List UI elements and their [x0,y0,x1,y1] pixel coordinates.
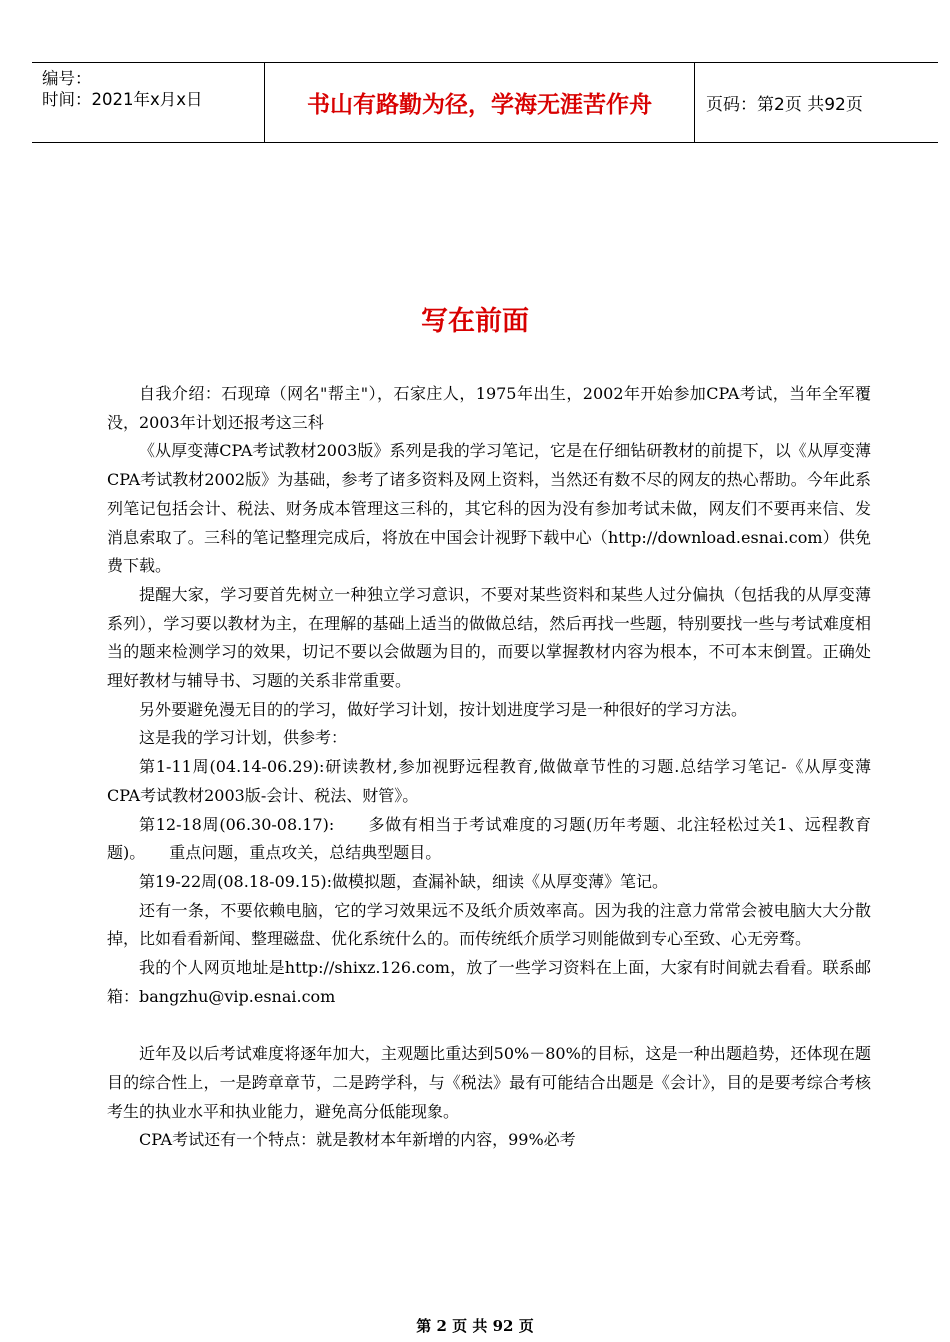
paragraph-plan-advice: 另外要避免漫无目的的学习，做好学习计划，按计划进度学习是一种很好的学习方法。 [139,699,748,719]
motto: 书山有路勤为径，学海无涯苦作舟 [307,92,652,118]
document-body [107,380,871,1155]
paragraph-plan-intro: 这是我的学习计划，供参考： [139,728,348,748]
paragraph-exam-trend: 近年及以后考试难度将逐年加大，主观题比重达到50%－80%的目标，这是一种出题趋势，还体现在题目的综合性上，一是跨章章节，二是跨学科，与《税法》最有可能结合出题是《会计》，目的是要考综合考核考生的执业水平和执业能力，避免高分低能现象。 [107,1044,871,1121]
number-label: 编号： [42,69,92,88]
paragraph-series: 《从厚变薄CPA考试教材2003版》系列是我的学习笔记，它是在仔细钻研教材的前提下，以《从厚变薄CPA考试教材2002版》为基础，参考了诸多资料及网上资料，当然还有数不尽的网友的热心帮助。今年此系列笔记包括会计、税法、财务成本管理这三科的，其它科的因为没有参加考试未做，网友们不要再来信、发消息索取了。三科的笔记整理完成后，将放在中国会计视野下载中心（http://download.esnai.com）供免费下载。 [107,441,871,576]
header-page-cell [695,63,938,142]
paragraph-intro: 自我介绍：石现璋（网名"帮主"），石家庄人，1975年出生，2002年开始参加CPA考试，当年全军覆没，2003年计划还报考这三科 [107,384,871,432]
page-footer: 第 2 页 共 92 页 [416,1317,534,1335]
document-title: 写在前面 [421,306,529,337]
header-motto-cell [265,63,695,142]
paragraph-homepage: 我的个人网页地址是http://shixz.126.com，放了一些学习资料在上面，大家有时间就去看看。联系邮箱：bangzhu@vip.esnai.com [107,958,871,1006]
header-meta-cell [32,63,265,142]
paragraph-computer: 还有一条，不要依赖电脑，它的学习效果远不及纸介质效率高。因为我的注意力常常会被电脑大大分散掉，比如看看新闻、整理磁盘、优化系统什么的。而传统纸介质学习则能做到专心至致、心无旁骛。 [107,900,871,949]
paragraph-reminder: 提醒大家，学习要首先树立一种独立学习意识，不要对某些资料和某些人过分偏执（包括我的从厚变薄系列），学习要以教材为主，在理解的基础上适当的做做总结，然后再找一些题，特别要找一些与考试难度相当的题来检测学习的效果，切记不要以会做题为目的，而要以掌握教材内容为根本，不可本末倒置。正确处理好教材与辅导书、习题的关系非常重要。 [107,584,871,691]
paragraph-plan-week-1: 第1-11周(04.14-06.29):研读教材,参加视野远程教育,做做章节性的习题.总结学习笔记-《从厚变薄CPA考试教材2003版-会计、税法、财管》。 [107,757,871,805]
paragraph-exam-feature: CPA考试还有一个特点：就是教材本年新增的内容，99%必考 [139,1130,576,1150]
document-header [32,62,938,143]
paragraph-plan-week-12: 第12-18周(06.30-08.17): 多做有相当于考试难度的习题(历年考题、北注轻松过关1、远程教育题)。 重点问题，重点攻关，总结典型题目。 [107,814,871,863]
date-line: 时间：2021年x月x日 [42,90,203,109]
paragraph-plan-week-19: 第19-22周(08.18-09.15):做模拟题，查漏补缺，细读《从厚变薄》笔记。 [139,871,669,891]
page-info: 页码：第2页 共92页 [706,95,863,115]
